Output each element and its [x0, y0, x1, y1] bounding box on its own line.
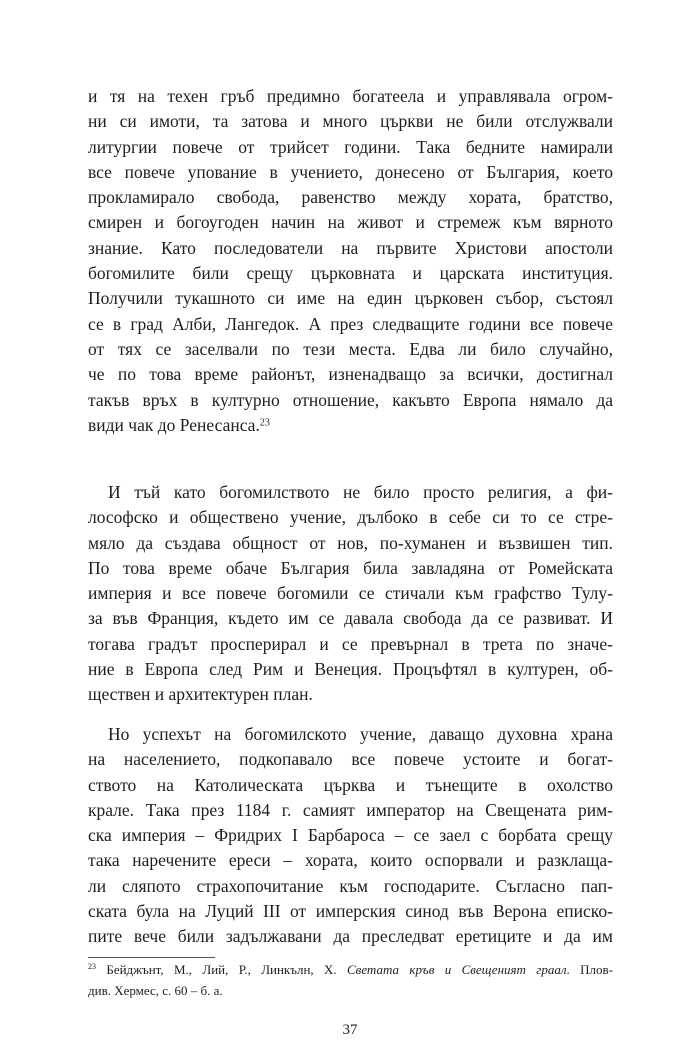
- text-line: така наречените ереси – хората, които оспорвали и разклаща-: [88, 850, 613, 871]
- text-line: ството на Католическата църква и тънещите в охолство: [88, 774, 613, 795]
- paragraph: [88, 84, 613, 438]
- text-line: империя и все повече богомили се стичали към графство Тулу-: [88, 583, 613, 604]
- text-line: пите вече били задължавани да преследват еретиците и да им: [88, 926, 613, 947]
- text-line: литургии повече от трийсет години. Така бедните намирали: [88, 136, 613, 157]
- text-line: и тя на техен гръб предимно богатеела и управлявала огром-: [88, 86, 613, 106]
- text-line: богомилите били срещу църковната и царската институция.: [88, 263, 613, 284]
- text-line: такъв връх в културно отношение, какъвто Европа нямало да: [88, 389, 613, 410]
- text-line: ли сляпото страхопочитание към господарите. Съгласно пап-: [88, 875, 613, 896]
- footnote-line-end: . Плов-: [566, 962, 613, 977]
- text-line: мяло да създава общност от нов, по-хуманен и възвишен тип.: [88, 532, 613, 553]
- text-line: се в град Алби, Лангедок. А през следващите години все повече: [88, 313, 613, 334]
- text-line: ществен и архитектурен план.: [88, 684, 313, 705]
- footnote-reference: 23: [259, 417, 270, 429]
- text-line: ската була на Луций III от имперския синод във Верона еписко-: [88, 901, 613, 922]
- text-line: знание. Като последователи на първите Христови апостоли: [88, 237, 613, 258]
- footnote-line: [88, 960, 613, 981]
- text-line: на населението, подкопавало все повече устоите и богат-: [88, 749, 613, 770]
- text-line: крале. Така през 1184 г. самият император на Свещената рим-: [88, 799, 613, 820]
- footnote-authors: Бейджънт, М., Лий, Р., Линкълн, Х.: [106, 962, 348, 977]
- footnote-divider: [88, 957, 215, 958]
- text-line: от тях се заселвали по тези места. Едва ли било случайно,: [88, 338, 613, 359]
- text-line: лософско и обществено учение, дълбоко в себе си то се стре-: [88, 507, 613, 528]
- text-line: По това време обаче България била завладяна от Ромейската: [88, 557, 613, 578]
- text-line: [88, 413, 613, 438]
- footnote-line: див. Хермес, с. 60 – б. а.: [88, 982, 223, 998]
- page-number: 37: [342, 1022, 358, 1038]
- text-line: прокламирало свобода, равенство между хората, братство,: [88, 187, 613, 208]
- footnote: [88, 960, 613, 1001]
- paragraph: [88, 722, 613, 950]
- text-line: тогава градът просперирал и се превърнал в трета по значе-: [88, 633, 613, 654]
- text-line: че по това време районът, изненадващо за всички, достигнал: [88, 364, 613, 385]
- paragraph: [88, 480, 613, 708]
- text-line: за във Франция, където им се давала свобода да се развиват. И: [88, 608, 613, 629]
- text-line-content: види чак до Ренесанса.: [88, 414, 260, 435]
- footnote-number: 23: [88, 962, 96, 972]
- text-line: ска империя – Фридрих I Барбароса – се заел с борбата срещу: [88, 825, 613, 846]
- text-line: Но успехът на богомилското учение, даващо духовна храна: [108, 724, 613, 744]
- text-line: все повече упование в учението, донесено от България, което: [88, 161, 613, 182]
- text-line: ни си имоти, та затова и много църкви не били отслужвали: [88, 111, 613, 132]
- footnote-book-title: Светата кръв и Свещеният граал: [347, 962, 567, 977]
- text-line: ние в Европа след Рим и Венеция. Процъфтял в културен, об-: [88, 659, 613, 680]
- text-line: смирен и богоугоден начин на живот и стремеж към вярното: [88, 212, 613, 233]
- text-line: И тъй като богомилството не било просто религия, а фи-: [108, 482, 613, 502]
- text-line: Получили тукашното си име на един църковен събор, състоял: [88, 288, 613, 309]
